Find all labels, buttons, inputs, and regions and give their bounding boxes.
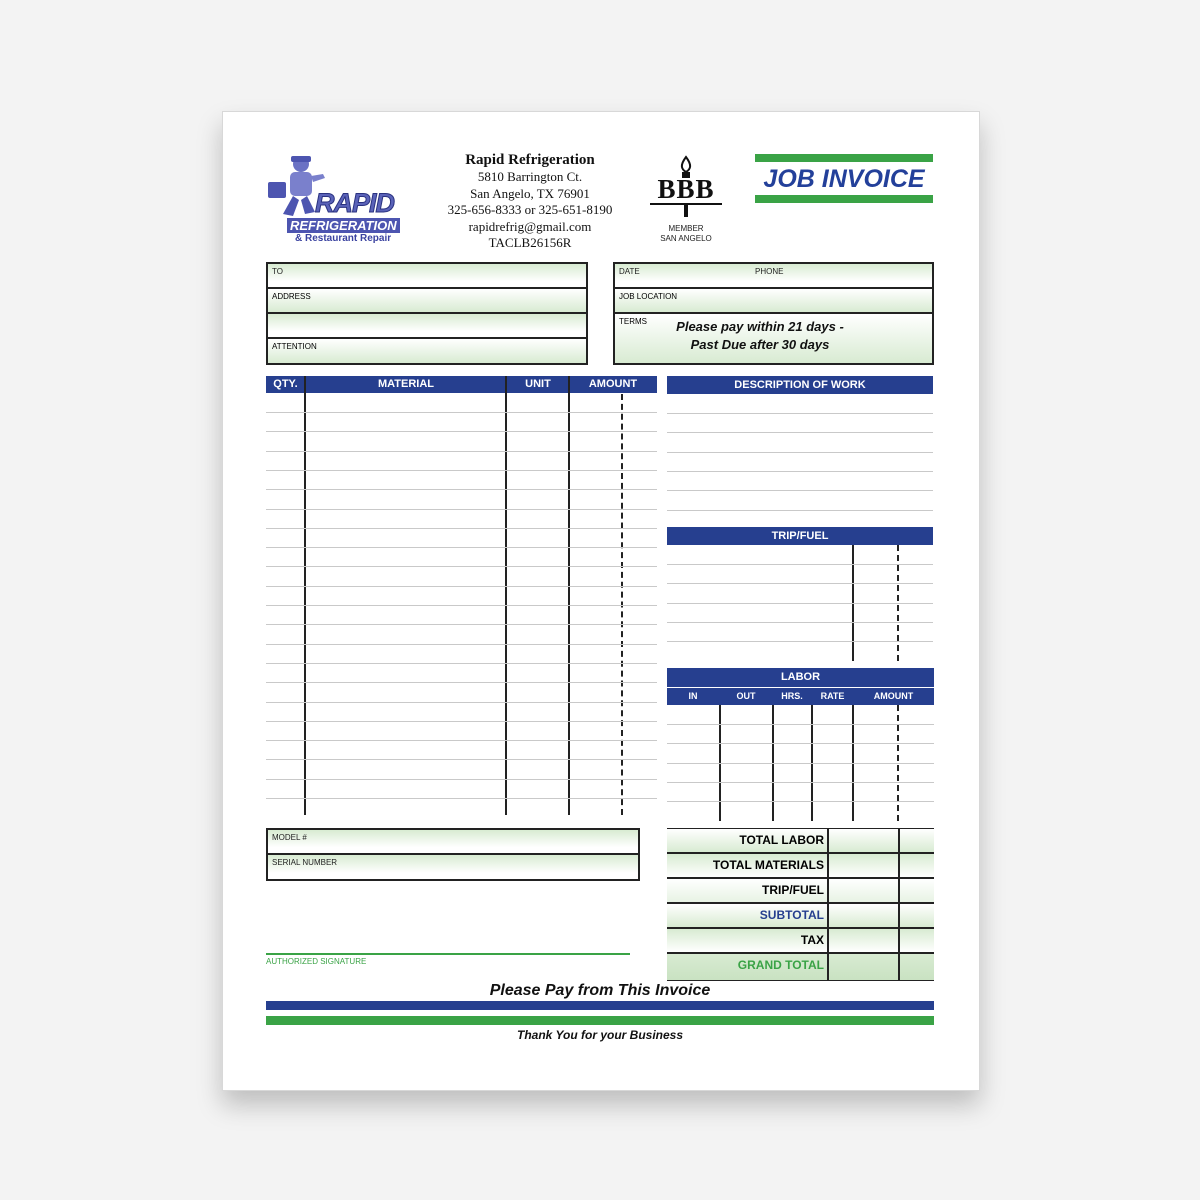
ruled-line	[667, 471, 933, 472]
address-label: ADDRESS	[272, 292, 311, 301]
invoice-title	[755, 154, 933, 203]
attention-label: ATTENTION	[272, 342, 317, 351]
tax-row[interactable]	[667, 929, 934, 954]
bbb-member: MEMBER	[668, 224, 704, 233]
signature-line[interactable]	[266, 953, 630, 955]
thank-you-note: Thank You for your Business	[516, 1028, 684, 1042]
description-header	[667, 376, 933, 394]
ruled-line	[667, 583, 933, 584]
labor-col-rate: RATE	[820, 691, 845, 701]
ruled-line	[266, 451, 657, 452]
total-labor-label: TOTAL LABOR	[739, 833, 824, 847]
ruled-line	[266, 779, 657, 780]
bbb-member-logo	[650, 155, 722, 243]
ruled-line	[266, 528, 657, 529]
ruled-line	[266, 663, 657, 664]
ruled-line	[667, 510, 933, 511]
company-logo	[265, 152, 415, 247]
terms-label: TERMS	[619, 317, 647, 326]
address-field-2[interactable]	[266, 312, 588, 339]
ruled-line	[667, 641, 933, 642]
materials-rows[interactable]	[266, 393, 657, 815]
header-qty: QTY.	[273, 378, 298, 390]
footer-navy-bar	[266, 1001, 934, 1010]
header-amount: AMOUNT	[588, 378, 638, 390]
address-field[interactable]	[266, 287, 588, 314]
logo-word-refrigeration: REFRIGERATION	[287, 218, 400, 233]
serial-label: SERIAL NUMBER	[272, 858, 338, 867]
bbb-mark: BBB	[650, 175, 722, 205]
total-materials-row[interactable]	[667, 854, 934, 879]
bbb-city: SAN ANGELO	[660, 234, 712, 243]
company-address-2: San Angelo, TX 76901	[470, 185, 590, 201]
trip-fuel-header	[667, 527, 933, 545]
ruled-line	[667, 763, 934, 764]
total-materials-label: TOTAL MATERIALS	[712, 858, 824, 872]
company-phones: 325-656-8333 or 325-651-8190	[447, 202, 613, 217]
ruled-line	[266, 586, 657, 587]
labor-col-amount: AMOUNT	[873, 691, 914, 701]
ruled-line	[667, 743, 934, 744]
company-license: TACLB26156R	[488, 235, 572, 250]
ruled-line	[667, 564, 933, 565]
attention-field[interactable]	[266, 337, 588, 365]
ruled-line	[667, 490, 933, 491]
logo-word-rapid: RAPID	[315, 188, 395, 218]
trip-fuel-total-label: TRIP/FUEL	[762, 883, 824, 897]
materials-col-divider	[568, 376, 570, 815]
ruled-line	[266, 798, 657, 799]
ruled-line	[266, 412, 657, 413]
ruled-line	[667, 724, 934, 725]
subtotal-row[interactable]	[667, 904, 934, 929]
ruled-line	[266, 644, 657, 645]
totals-col-divider	[827, 828, 829, 981]
terms-text	[660, 318, 860, 354]
ruled-line	[667, 432, 933, 433]
ruled-line	[266, 624, 657, 625]
invoice-title-text: JOB INVOICE	[763, 165, 925, 193]
total-labor-row[interactable]	[667, 829, 934, 854]
date-label: DATE	[619, 267, 640, 276]
company-address-1: 5810 Barrington Ct.	[477, 169, 583, 184]
trip-fuel-total-row[interactable]	[667, 879, 934, 904]
ruled-line	[667, 413, 933, 414]
company-info	[420, 151, 640, 252]
pay-note: Please Pay from This Invoice	[489, 982, 711, 999]
ruled-line	[667, 782, 934, 783]
ruled-line	[667, 622, 933, 623]
job-location-field[interactable]	[613, 287, 934, 314]
terms-line-1: Please pay within 21 days -	[676, 319, 844, 334]
signature-label: AUTHORIZED SIGNATURE	[266, 957, 367, 966]
ruled-line	[266, 682, 657, 683]
grand-total-label: GRAND TOTAL	[737, 958, 824, 972]
company-email: rapidrefrig@gmail.com	[468, 218, 592, 234]
ruled-line	[667, 603, 933, 604]
header-material: MATERIAL	[377, 378, 434, 390]
ruled-line	[266, 740, 657, 741]
ruled-line	[266, 759, 657, 760]
phone-label: PHONE	[755, 267, 784, 276]
to-field[interactable]	[266, 262, 588, 289]
footer-green-bar	[266, 1016, 934, 1025]
totals-col-divider	[898, 828, 900, 981]
company-name: Rapid Refrigeration	[465, 152, 595, 168]
model-label: MODEL #	[272, 833, 307, 842]
serial-field[interactable]	[266, 853, 640, 881]
ruled-line	[266, 721, 657, 722]
trip-fuel-header-text: TRIP/FUEL	[771, 530, 829, 542]
ruled-line	[266, 566, 657, 567]
ruled-line	[266, 547, 657, 548]
ruled-line	[266, 489, 657, 490]
labor-col-out: OUT	[736, 691, 756, 701]
terms-line-2: Past Due after 30 days	[690, 337, 830, 352]
labor-header-text: LABOR	[780, 671, 821, 683]
materials-col-divider	[505, 376, 507, 815]
grand-total-row[interactable]	[667, 954, 934, 980]
date-phone-field[interactable]	[613, 262, 934, 289]
materials-col-divider	[304, 376, 306, 815]
ruled-line	[266, 605, 657, 606]
job-location-label: JOB LOCATION	[619, 292, 678, 301]
description-header-text: DESCRIPTION OF WORK	[734, 379, 866, 391]
ruled-line	[667, 452, 933, 453]
labor-col-in: IN	[688, 691, 698, 701]
model-field[interactable]	[266, 828, 640, 855]
ruled-line	[266, 431, 657, 432]
ruled-line	[667, 801, 934, 802]
ruled-line	[266, 702, 657, 703]
labor-header	[667, 668, 934, 687]
ruled-line	[266, 470, 657, 471]
ruled-line	[266, 509, 657, 510]
labor-col-hrs: HRS.	[781, 691, 803, 701]
subtotal-label: SUBTOTAL	[759, 908, 824, 922]
to-label: TO	[272, 267, 283, 276]
header-unit: UNIT	[525, 378, 551, 390]
tax-label: TAX	[800, 933, 824, 947]
logo-tagline: & Restaurant Repair	[295, 233, 392, 244]
